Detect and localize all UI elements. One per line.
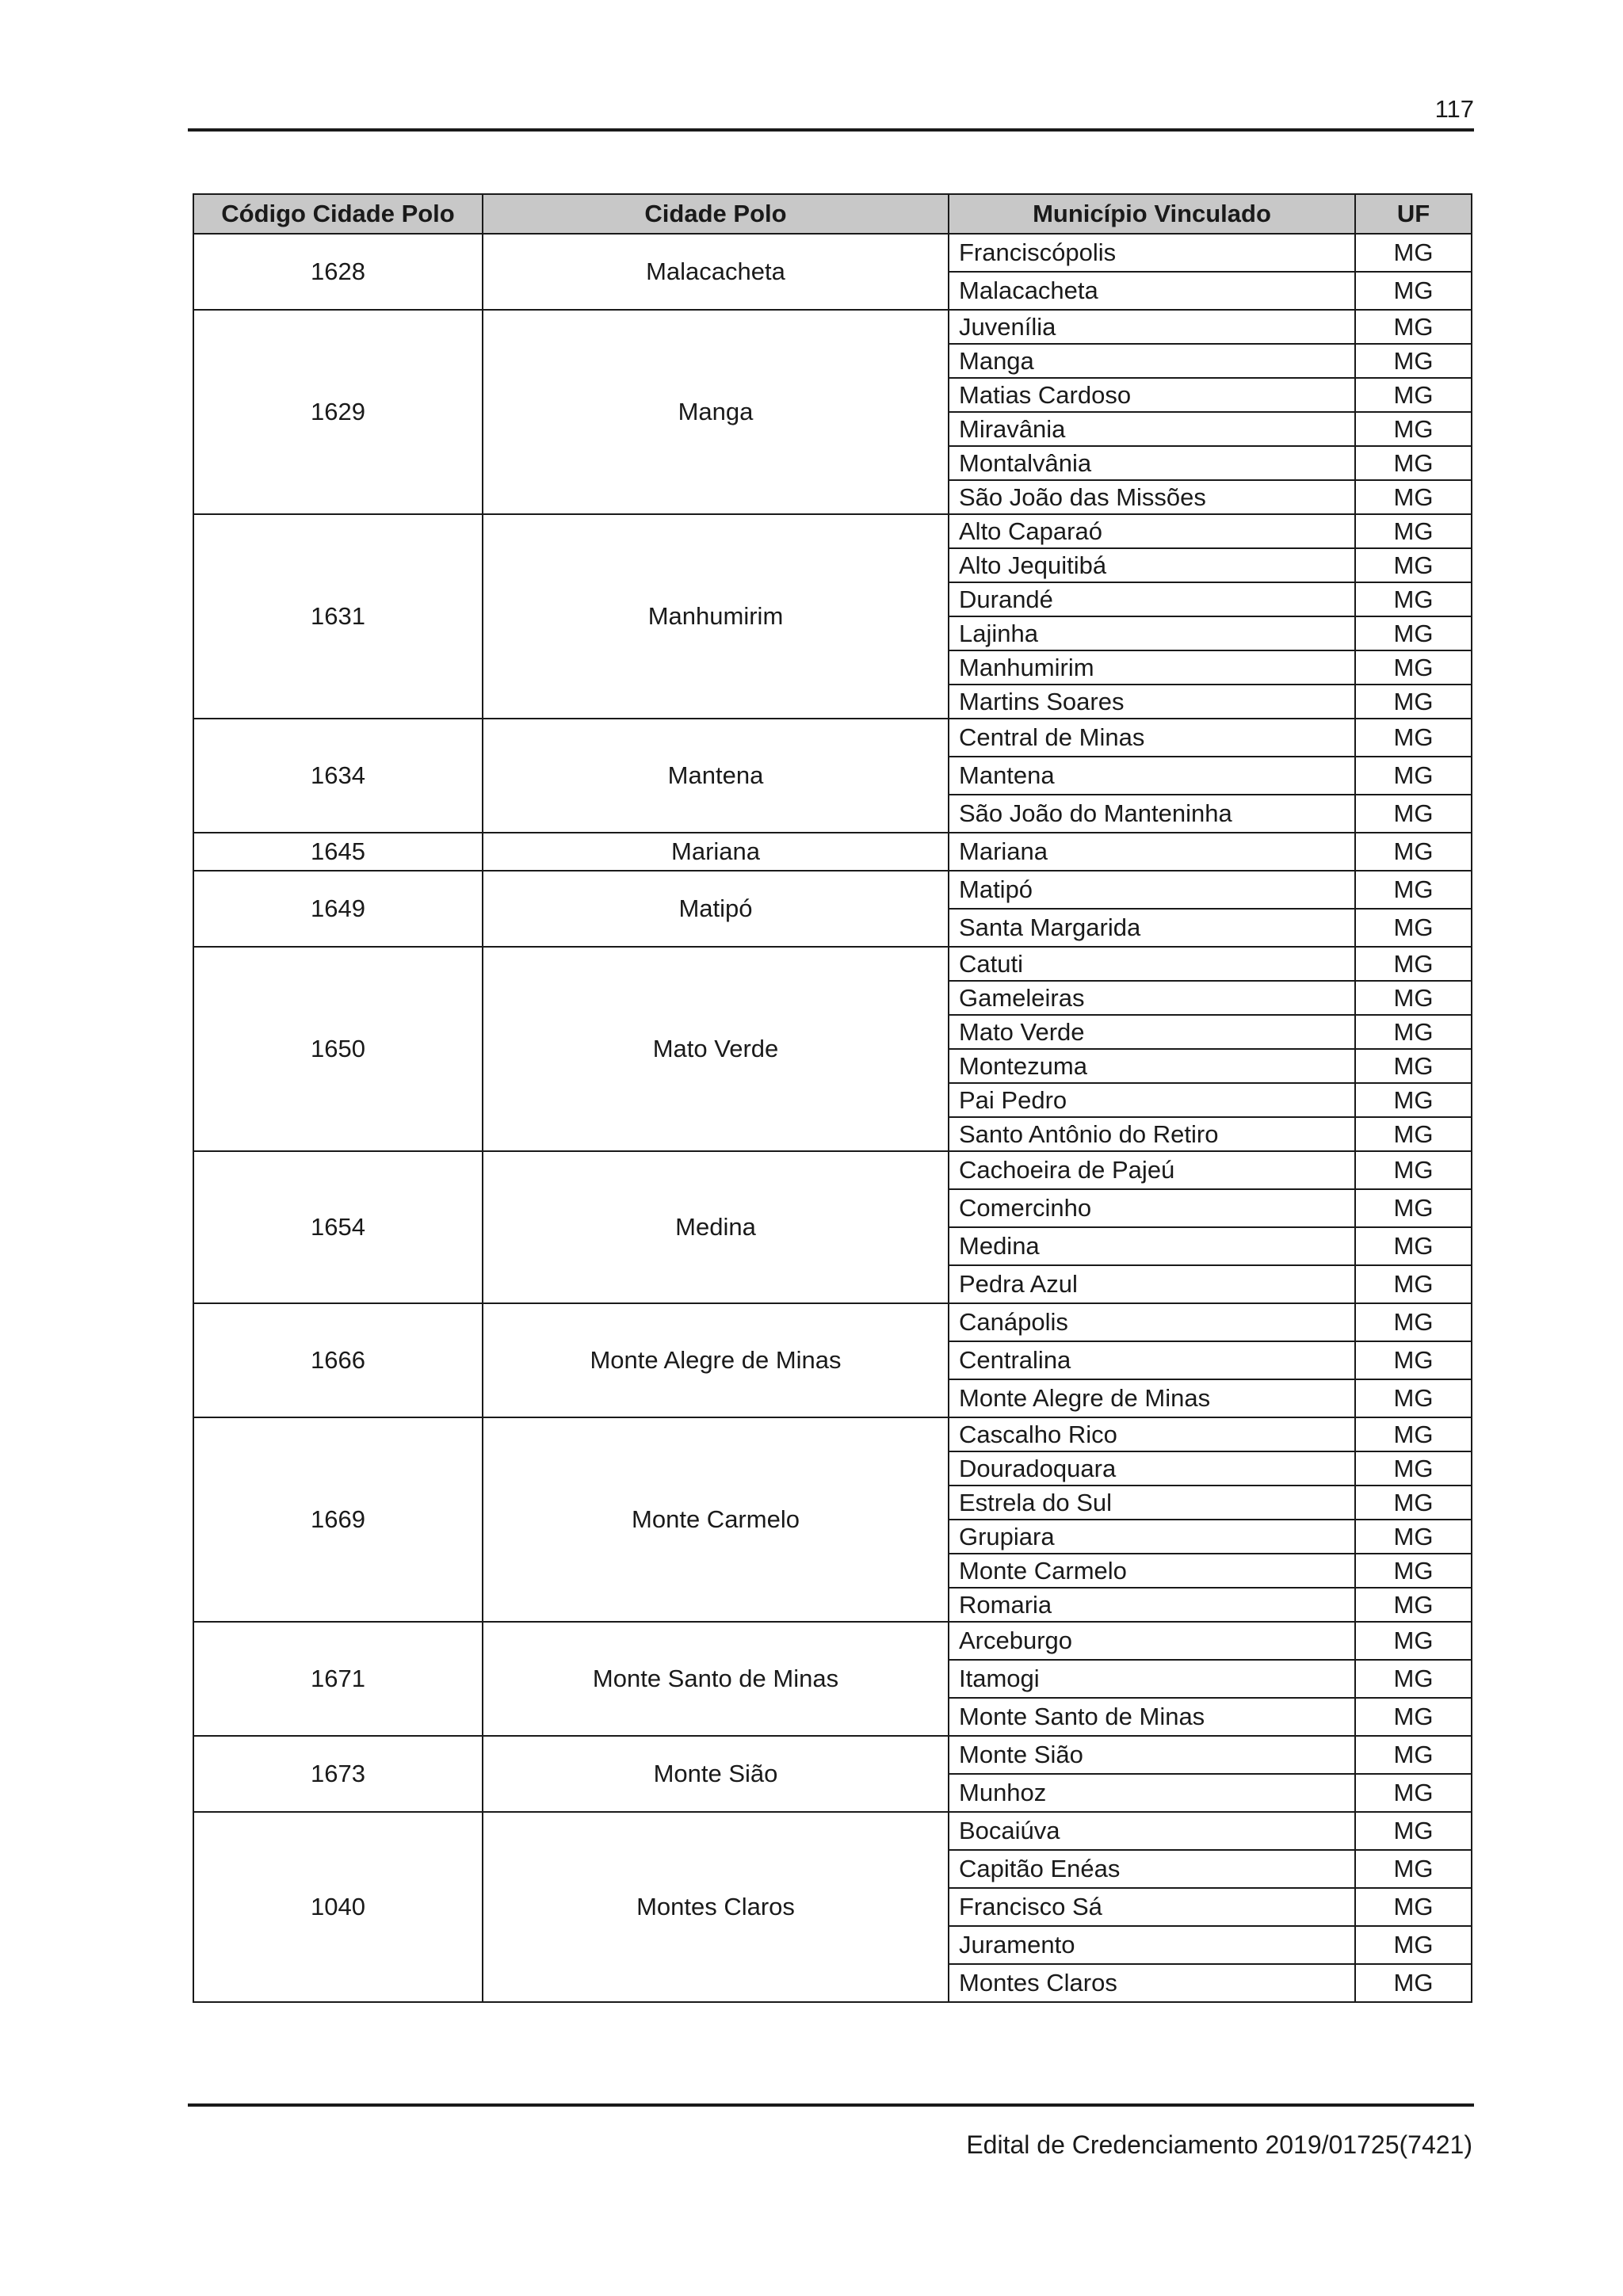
table-header	[193, 194, 1472, 234]
codigo-cidade-polo-cell: 1649	[193, 871, 483, 947]
table-row	[193, 871, 1472, 909]
uf-cell: MG	[1355, 757, 1472, 795]
uf-cell: MG	[1355, 1015, 1472, 1049]
uf-cell: MG	[1355, 1417, 1472, 1451]
uf-cell: MG	[1355, 1486, 1472, 1520]
codigo-cidade-polo-cell: 1040	[193, 1812, 483, 2002]
table-row	[193, 1303, 1472, 1341]
header-cidade-polo: Cidade Polo	[483, 194, 949, 234]
uf-cell: MG	[1355, 378, 1472, 412]
municipio-vinculado-cell: Canápolis	[949, 1303, 1355, 1341]
cidade-polo-cell: Mantena	[483, 719, 949, 833]
uf-cell: MG	[1355, 1774, 1472, 1812]
cidade-polo-cell: Monte Carmelo	[483, 1417, 949, 1622]
municipio-vinculado-cell: Itamogi	[949, 1660, 1355, 1698]
municipio-vinculado-cell: Cascalho Rico	[949, 1417, 1355, 1451]
cidade-polo-cell: Malacacheta	[483, 234, 949, 310]
municipio-vinculado-cell: Comercinho	[949, 1189, 1355, 1227]
cidade-polo-cell: Montes Claros	[483, 1812, 949, 2002]
uf-cell: MG	[1355, 412, 1472, 446]
table-row	[193, 833, 1472, 871]
uf-cell: MG	[1355, 1341, 1472, 1379]
cidade-polo-cell: Monte Santo de Minas	[483, 1622, 949, 1736]
uf-cell: MG	[1355, 234, 1472, 272]
header-uf: UF	[1355, 194, 1472, 234]
municipio-vinculado-cell: Gameleiras	[949, 981, 1355, 1015]
codigo-cidade-polo-cell: 1673	[193, 1736, 483, 1812]
cidade-polo-cell: Manga	[483, 310, 949, 514]
table-row	[193, 947, 1472, 981]
codigo-cidade-polo-cell: 1669	[193, 1417, 483, 1622]
header-row	[193, 194, 1472, 234]
municipio-vinculado-cell: Grupiara	[949, 1520, 1355, 1554]
uf-cell: MG	[1355, 582, 1472, 616]
municipio-vinculado-cell: Malacacheta	[949, 272, 1355, 310]
municipio-vinculado-cell: Medina	[949, 1227, 1355, 1265]
municipio-vinculado-cell: Manga	[949, 344, 1355, 378]
municipio-vinculado-cell: Monte Carmelo	[949, 1554, 1355, 1588]
uf-cell: MG	[1355, 1850, 1472, 1888]
uf-cell: MG	[1355, 1189, 1472, 1227]
table-row	[193, 1812, 1472, 1850]
uf-cell: MG	[1355, 446, 1472, 480]
municipio-vinculado-cell: Mato Verde	[949, 1015, 1355, 1049]
municipio-vinculado-cell: Martins Soares	[949, 685, 1355, 719]
table-row	[193, 1622, 1472, 1660]
municipio-vinculado-cell: Pai Pedro	[949, 1083, 1355, 1117]
municipio-vinculado-cell: Montalvânia	[949, 446, 1355, 480]
municipio-vinculado-cell: Estrela do Sul	[949, 1486, 1355, 1520]
municipio-vinculado-cell: Montes Claros	[949, 1964, 1355, 2002]
uf-cell: MG	[1355, 310, 1472, 344]
cidade-polo-cell: Mato Verde	[483, 947, 949, 1151]
uf-cell: MG	[1355, 1379, 1472, 1417]
municipio-vinculado-cell: Centralina	[949, 1341, 1355, 1379]
municipio-vinculado-cell: Juvenília	[949, 310, 1355, 344]
header-municipio-vinculado: Município Vinculado	[949, 194, 1355, 234]
cidade-polo-cell: Matipó	[483, 871, 949, 947]
table-row	[193, 234, 1472, 272]
uf-cell: MG	[1355, 650, 1472, 685]
uf-cell: MG	[1355, 719, 1472, 757]
uf-cell: MG	[1355, 1812, 1472, 1850]
municipio-vinculado-cell: Munhoz	[949, 1774, 1355, 1812]
municipio-vinculado-cell: Durandé	[949, 582, 1355, 616]
uf-cell: MG	[1355, 616, 1472, 650]
municipio-vinculado-cell: Juramento	[949, 1926, 1355, 1964]
uf-cell: MG	[1355, 1622, 1472, 1660]
municipio-vinculado-cell: Monte Sião	[949, 1736, 1355, 1774]
municipio-vinculado-cell: Matipó	[949, 871, 1355, 909]
municipio-vinculado-cell: Central de Minas	[949, 719, 1355, 757]
municipio-vinculado-cell: Romaria	[949, 1588, 1355, 1622]
cidade-polo-cell: Mariana	[483, 833, 949, 871]
municipio-vinculado-cell: Lajinha	[949, 616, 1355, 650]
codigo-cidade-polo-cell: 1650	[193, 947, 483, 1151]
uf-cell: MG	[1355, 1265, 1472, 1303]
cidade-polo-cell: Monte Alegre de Minas	[483, 1303, 949, 1417]
uf-cell: MG	[1355, 1698, 1472, 1736]
uf-cell: MG	[1355, 795, 1472, 833]
municipio-vinculado-cell: Santo Antônio do Retiro	[949, 1117, 1355, 1151]
uf-cell: MG	[1355, 1303, 1472, 1341]
uf-cell: MG	[1355, 1117, 1472, 1151]
uf-cell: MG	[1355, 1227, 1472, 1265]
uf-cell: MG	[1355, 1588, 1472, 1622]
municipio-vinculado-cell: Francisco Sá	[949, 1888, 1355, 1926]
municipio-vinculado-cell: Monte Santo de Minas	[949, 1698, 1355, 1736]
codigo-cidade-polo-cell: 1654	[193, 1151, 483, 1303]
municipio-vinculado-cell: Monte Alegre de Minas	[949, 1379, 1355, 1417]
uf-cell: MG	[1355, 685, 1472, 719]
cidade-polo-cell: Medina	[483, 1151, 949, 1303]
polo-table	[193, 193, 1472, 2003]
table-row	[193, 514, 1472, 548]
uf-cell: MG	[1355, 871, 1472, 909]
page-number: 117	[1434, 95, 1474, 123]
uf-cell: MG	[1355, 1964, 1472, 2002]
municipio-vinculado-cell: Douradoquara	[949, 1451, 1355, 1486]
uf-cell: MG	[1355, 1736, 1472, 1774]
municipio-vinculado-cell: Cachoeira de Pajeú	[949, 1151, 1355, 1189]
header-codigo-cidade-polo: Código Cidade Polo	[193, 194, 483, 234]
municipio-vinculado-cell: Alto Caparaó	[949, 514, 1355, 548]
municipio-vinculado-cell: Miravânia	[949, 412, 1355, 446]
codigo-cidade-polo-cell: 1629	[193, 310, 483, 514]
codigo-cidade-polo-cell: 1628	[193, 234, 483, 310]
header-rule	[188, 128, 1474, 132]
codigo-cidade-polo-cell: 1631	[193, 514, 483, 719]
municipio-vinculado-cell: São João do Manteninha	[949, 795, 1355, 833]
municipio-vinculado-cell: Alto Jequitibá	[949, 548, 1355, 582]
municipio-vinculado-cell: Montezuma	[949, 1049, 1355, 1083]
table-row	[193, 719, 1472, 757]
uf-cell: MG	[1355, 272, 1472, 310]
uf-cell: MG	[1355, 1151, 1472, 1189]
municipio-vinculado-cell: Capitão Enéas	[949, 1850, 1355, 1888]
uf-cell: MG	[1355, 1049, 1472, 1083]
municipio-vinculado-cell: Franciscópolis	[949, 234, 1355, 272]
uf-cell: MG	[1355, 1926, 1472, 1964]
municipio-vinculado-cell: Bocaiúva	[949, 1812, 1355, 1850]
uf-cell: MG	[1355, 548, 1472, 582]
table-row	[193, 1417, 1472, 1451]
table-row	[193, 1151, 1472, 1189]
cidade-polo-cell: Manhumirim	[483, 514, 949, 719]
municipio-vinculado-cell: Matias Cardoso	[949, 378, 1355, 412]
municipio-vinculado-cell: Mariana	[949, 833, 1355, 871]
footer-rule	[188, 2103, 1474, 2107]
uf-cell: MG	[1355, 1520, 1472, 1554]
uf-cell: MG	[1355, 514, 1472, 548]
codigo-cidade-polo-cell: 1671	[193, 1622, 483, 1736]
uf-cell: MG	[1355, 1660, 1472, 1698]
codigo-cidade-polo-cell: 1645	[193, 833, 483, 871]
cidade-polo-cell: Monte Sião	[483, 1736, 949, 1812]
municipio-vinculado-cell: Manhumirim	[949, 650, 1355, 685]
municipio-vinculado-cell: Santa Margarida	[949, 909, 1355, 947]
uf-cell: MG	[1355, 480, 1472, 514]
uf-cell: MG	[1355, 1083, 1472, 1117]
codigo-cidade-polo-cell: 1634	[193, 719, 483, 833]
municipio-vinculado-cell: Mantena	[949, 757, 1355, 795]
municipio-vinculado-cell: Arceburgo	[949, 1622, 1355, 1660]
uf-cell: MG	[1355, 344, 1472, 378]
table-row	[193, 310, 1472, 344]
uf-cell: MG	[1355, 981, 1472, 1015]
codigo-cidade-polo-cell: 1666	[193, 1303, 483, 1417]
table-row	[193, 1736, 1472, 1774]
municipio-vinculado-cell: Pedra Azul	[949, 1265, 1355, 1303]
uf-cell: MG	[1355, 833, 1472, 871]
footer-text: Edital de Credenciamento 2019/01725(7421)	[966, 2130, 1472, 2159]
uf-cell: MG	[1355, 1888, 1472, 1926]
uf-cell: MG	[1355, 1554, 1472, 1588]
uf-cell: MG	[1355, 1451, 1472, 1486]
table-body	[193, 234, 1472, 2002]
municipio-vinculado-cell: São João das Missões	[949, 480, 1355, 514]
uf-cell: MG	[1355, 947, 1472, 981]
uf-cell: MG	[1355, 909, 1472, 947]
municipio-vinculado-cell: Catuti	[949, 947, 1355, 981]
